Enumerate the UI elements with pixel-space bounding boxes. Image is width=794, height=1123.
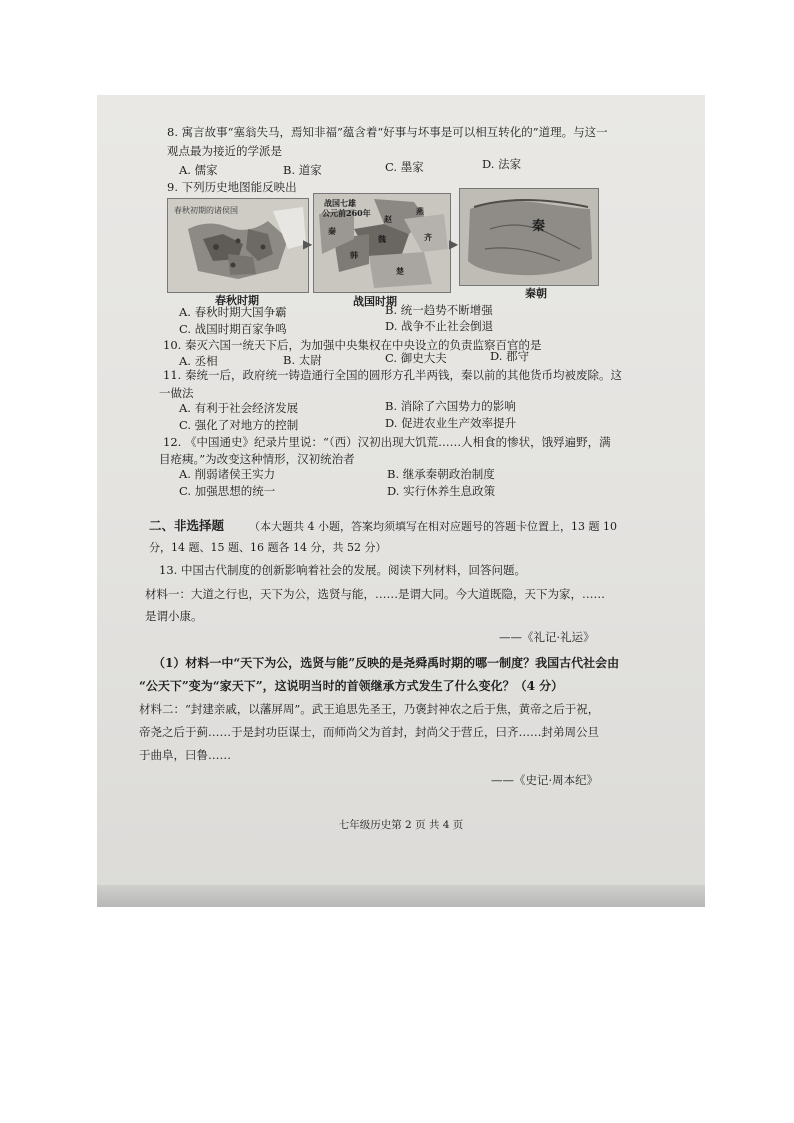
q12-stem-line2: 目疮痍。”为改变这种情形，汉初统治者	[159, 452, 355, 466]
map2-state-han: 韩	[350, 250, 358, 260]
q12-option-c: C. 加强思想的统一	[179, 484, 276, 498]
map-arrow-1: ▶	[303, 237, 313, 251]
q8-option-d: D. 法家	[482, 157, 522, 171]
q8-option-b: B. 道家	[283, 163, 322, 177]
section2-note-line1: （本大题共 4 小题，答案均须填写在相对应题号的答题卡位置上，13 题 10	[249, 520, 617, 533]
q8-option-c: C. 墨家	[385, 160, 424, 174]
map-warring-states	[313, 193, 451, 293]
q11-stem-line1: 11. 秦统一后，政府统一铸造通行全国的圆形方孔半两钱，秦以前的其他货币均被废除。这	[163, 368, 622, 382]
q13-material2-source: ——《史记·周本纪》	[491, 773, 599, 787]
map2-state-qin: 秦	[328, 226, 336, 236]
map2-caption: 战国时期	[353, 295, 397, 308]
map3-caption: 秦朝	[525, 287, 547, 300]
q13-sub1-line1: （1）材料一中“天下为公，选贤与能”反映的是尧舜禹时期的哪一制度？我国古代社会由	[153, 656, 620, 670]
q10-stem: 10. 秦灭六国一统天下后，为加强中央集权在中央设立的负责监察百官的是	[163, 338, 542, 352]
q12-option-b: B. 继承秦朝政治制度	[387, 467, 495, 481]
q13-stem: 13. 中国古代制度的创新影响着社会的发展。阅读下列材料，回答问题。	[159, 563, 526, 577]
section2-heading: 二、非选择题	[149, 518, 225, 533]
map1-title: 春秋初期的诸侯国	[174, 206, 238, 215]
q12-option-a: A. 削弱诸侯王实力	[179, 467, 276, 481]
q8-stem-line1: 8. 寓言故事“塞翁失马，焉知非福”蕴含着“好事与坏事是可以相互转化的”道理。与这一	[167, 125, 608, 139]
q12-option-d: D. 实行休养生息政策	[387, 484, 496, 498]
map2-title-2: 公元前260年	[322, 208, 371, 218]
map3-state-qin: 秦	[532, 219, 546, 234]
map2-title-1: 战国七雄	[324, 198, 356, 208]
map2-state-yan: 燕	[416, 206, 424, 216]
map-spring-autumn	[167, 198, 309, 293]
map1-caption: 春秋时期	[215, 294, 259, 307]
q11-option-c: C. 强化了对地方的控制	[179, 418, 299, 432]
q10-option-c: C. 御史大夫	[385, 351, 447, 365]
q13-material2-line1: 材料二：“封建亲戚，以藩屏周”。武王追思先圣王，乃褒封神农之后于焦，黄帝之后于祝，	[139, 702, 600, 716]
q13-material1-source: ——《礼记·礼运》	[499, 630, 595, 644]
q11-option-b: B. 消除了六国势力的影响	[385, 399, 516, 413]
q9-stem: 9. 下列历史地图能反映出	[167, 180, 297, 194]
map2-state-qi: 齐	[424, 232, 432, 242]
map2-state-zhao: 赵	[384, 214, 392, 224]
page-footer: 七年级历史第 2 页 共 4 页	[338, 819, 464, 831]
map2-state-chu: 楚	[396, 266, 404, 276]
q13-material2-line3: 于曲阜，曰鲁……	[139, 748, 231, 762]
q11-option-d: D. 促进农业生产效率提升	[385, 416, 517, 430]
q10-option-a: A. 丞相	[179, 354, 218, 368]
q11-option-a: A. 有利于社会经济发展	[179, 401, 299, 415]
q13-material2-line2: 帝尧之后于蓟……于是封功臣谋士，而师尚父为首封，封尚父于营丘，曰齐……封弟周公旦	[139, 725, 599, 739]
map2-state-wei: 魏	[378, 234, 386, 244]
q10-option-d: D. 郡守	[490, 349, 530, 363]
q10-option-b: B. 太尉	[283, 353, 322, 367]
q12-stem-line1: 12. 《中国通史》纪录片里说：“（西）汉初出现大饥荒……人相食的惨状，饿殍遍野，满	[163, 435, 611, 449]
q8-stem-line2: 观点最为接近的学派是	[167, 144, 282, 158]
q8-option-a: A. 儒家	[179, 163, 218, 177]
section2-note-line2: 分，14 题、15 题、16 题各 14 分，共 52 分）	[149, 541, 387, 554]
exam-paper	[97, 95, 705, 885]
photographed-exam-page	[97, 95, 705, 907]
q13-material1-line1: 材料一：大道之行也，天下为公，选贤与能，……是谓大同。今大道既隐，天下为家，……	[145, 587, 605, 601]
q9-option-a: A. 春秋时期大国争霸	[179, 305, 287, 319]
q9-option-d: D. 战争不止社会倒退	[385, 319, 494, 333]
q9-option-c: C. 战国时期百家争鸣	[179, 322, 287, 336]
q9-option-b: B. 统一趋势不断增强	[385, 303, 493, 317]
q13-sub1-line2: “公天下”变为“家天下”，这说明当时的首领继承方式发生了什么变化？（4 分）	[139, 679, 564, 693]
map-qin-dynasty	[459, 188, 599, 286]
page-bottom-shadow	[97, 885, 705, 907]
q13-material1-line2: 是谓小康。	[145, 609, 203, 623]
map-arrow-2: ▶	[449, 237, 459, 251]
q11-stem-line2: 一做法	[159, 386, 194, 400]
